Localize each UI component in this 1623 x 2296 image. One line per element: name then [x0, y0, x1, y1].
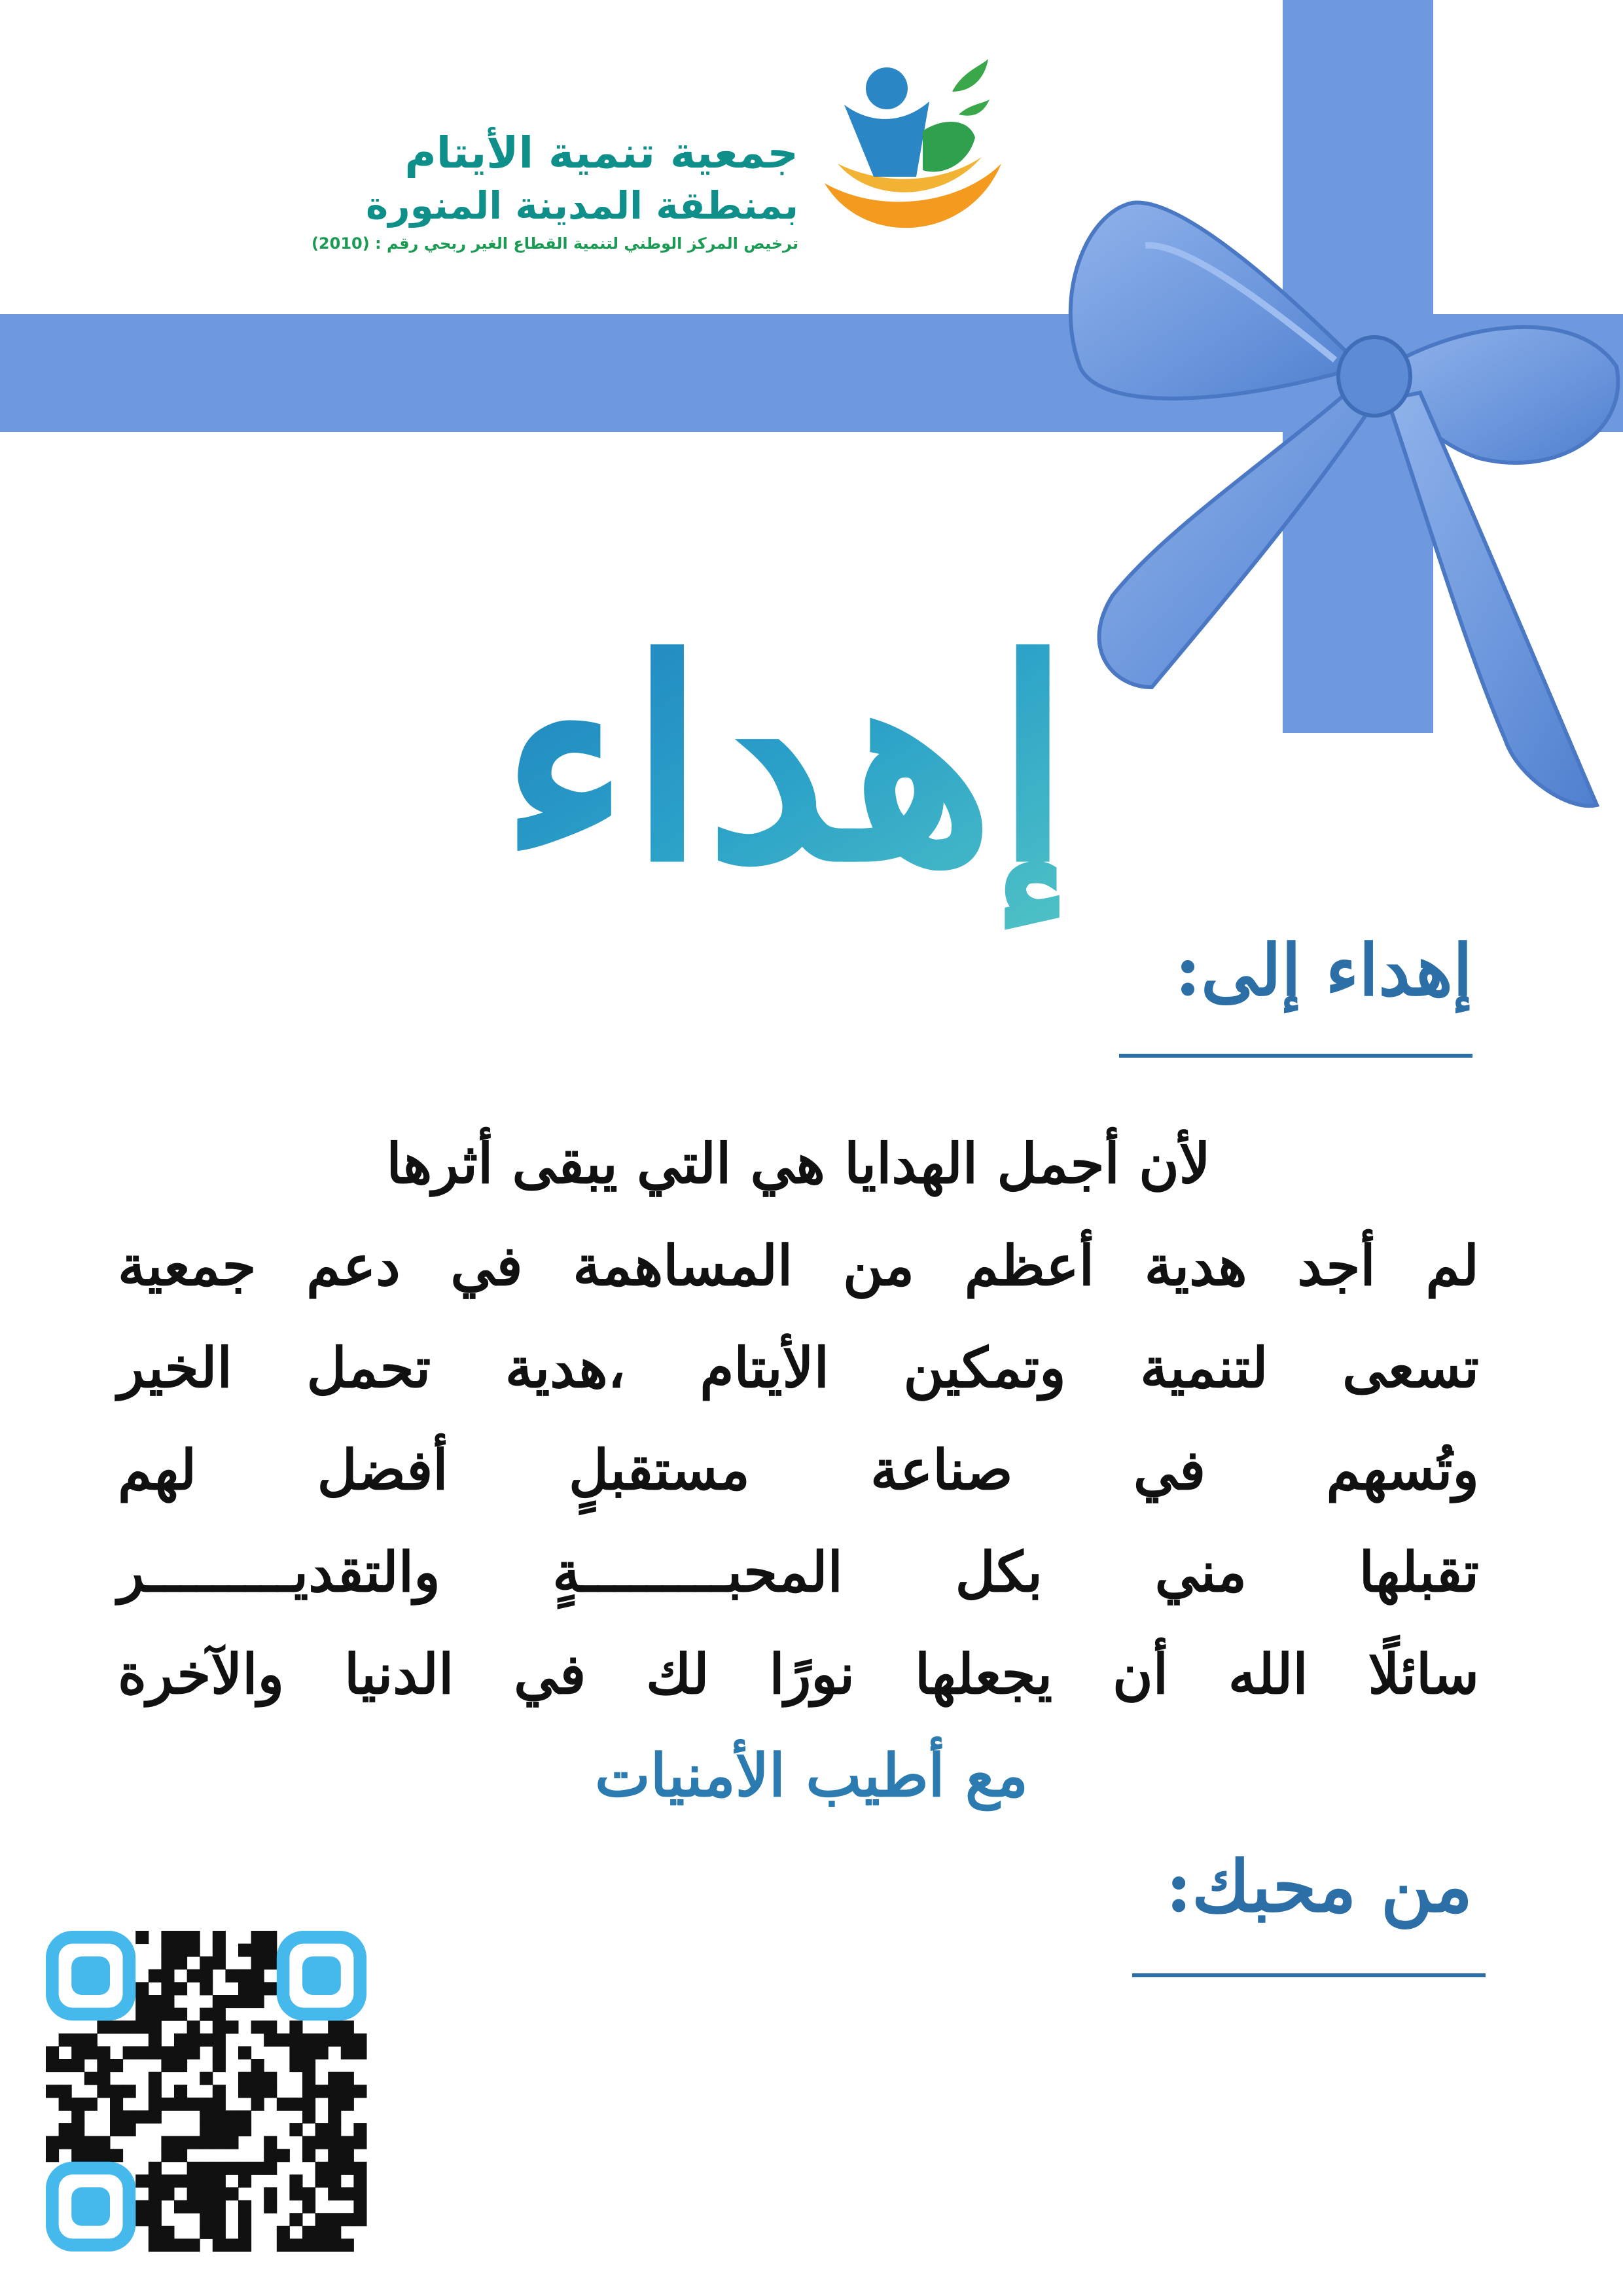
message-line: تقبلها مني بكل المحبـــــــــةٍ والتقديـــــــــر	[118, 1539, 1479, 1604]
message-line: لم أجد هدية أعظم من المساهمة في دعم جمعية	[118, 1233, 1479, 1298]
svg-text:إهداء: إهداء	[499, 600, 1071, 923]
qr-finder-icon	[52, 2168, 130, 2246]
logo-name-line1: جمعية تنمية الأيتام	[404, 128, 798, 178]
message-line: وتُسهم في صناعة مستقبلٍ أفضل لهم	[118, 1437, 1479, 1502]
to-underline	[1119, 1054, 1472, 1058]
best-wishes: مع أطيب الأمنيات	[595, 1741, 1028, 1810]
message-line: سائلًا الله أن يجعلها نورًا لك في الدنيا والآخرة	[118, 1641, 1479, 1706]
dedication-message	[118, 1113, 1479, 1725]
qr-finder-icon	[283, 1937, 361, 2015]
qr-finder-icon	[52, 1937, 130, 2015]
qr-code[interactable]	[46, 1931, 366, 2251]
orphans-logo-icon	[812, 52, 1008, 249]
from-underline	[1132, 1973, 1486, 1977]
logo-name-line2: بمنطقة المدينة المنورة	[365, 183, 798, 228]
from-label: من محبك:	[1166, 1846, 1472, 1928]
logo-license: ترخيص المركز الوطني لتنمية القطاع الغير ربحي رقم : (2010)	[311, 234, 798, 253]
message-line: لأن أجمل الهدايا هي التي يبقى أثرها	[386, 1131, 1211, 1196]
ihdaa-calligraphy	[499, 550, 1071, 956]
dedication-to-label: إهداء إلى:	[1175, 929, 1472, 1012]
message-line: تسعى لتنمية وتمكين الأيتام ،هدية تحمل الخير	[118, 1335, 1479, 1400]
organization-logo	[311, 52, 1008, 275]
